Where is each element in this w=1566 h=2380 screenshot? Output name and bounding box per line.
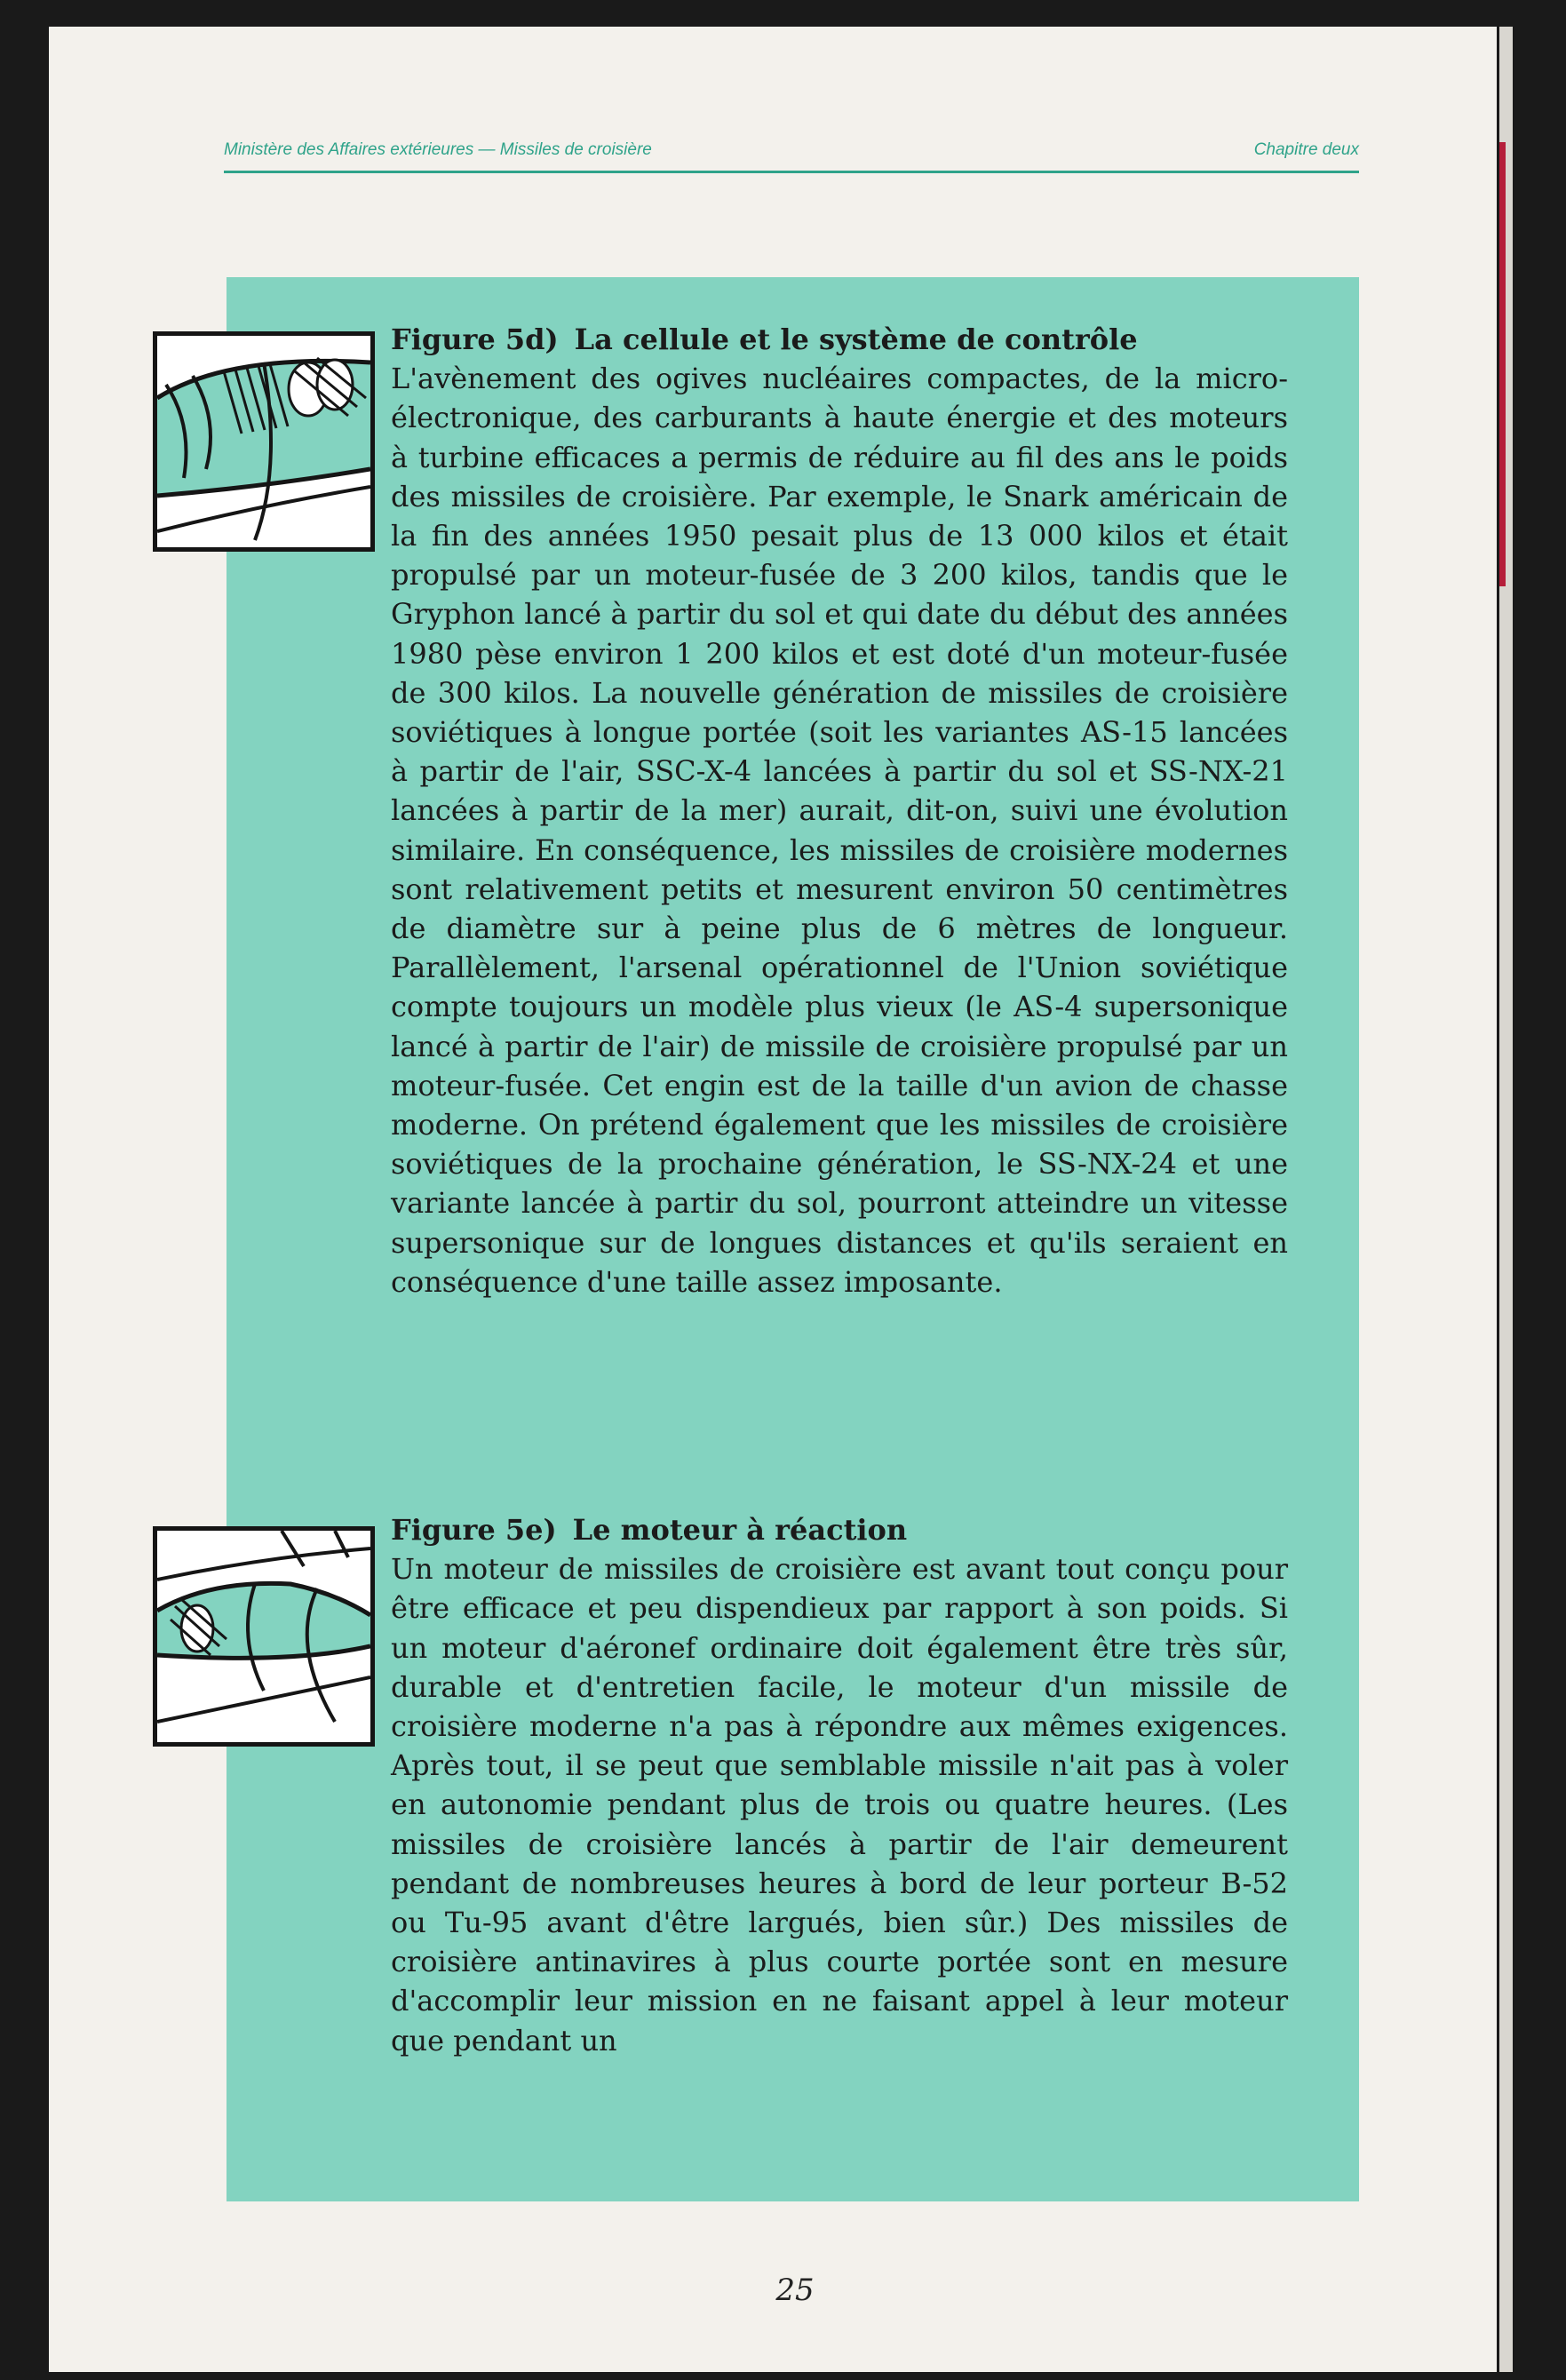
header-chapter: Chapitre deux <box>1253 140 1359 159</box>
jet-engine-cutaway-icon <box>153 1526 375 1747</box>
figure-5e-label: Figure 5e) <box>391 1513 557 1547</box>
bookmark-strip <box>1499 142 1506 586</box>
figure-5e-heading <box>391 1510 1288 1549</box>
figure-5d-section <box>391 320 1288 1301</box>
page-number: 25 <box>775 2273 815 2308</box>
figure-5d-heading <box>391 320 1288 359</box>
figure-5e-title: Le moteur à réaction <box>572 1513 908 1547</box>
figure-5d-body: L'avènement des ogives nucléaires compactes, de la micro-électronique, des carburants à haute énergie et des moteurs à turbine efficaces a permis de réduire au fil des ans le poids des missiles de croisière. Par exemple, le Snark américain de la fin des années 1950 pesait plus de 13 000 kilos et était propulsé par un moteur-fusée de 3 200 kilos, tandis que le Gryphon lancé à partir du sol et qui date du début des années 1980 pèse environ 1 200 kilos et est doté d'un moteur-fusée de 300 kilos. La nouvelle génération de missiles de croisière soviétiques à longue portée (soit les variantes AS-15 lancées à partir de l'air, SSC-X-4 lancées à partir du sol et SS-NX-21 lancées à partir de la mer) aurait, dit-on, suivi une évolution similaire. En conséquence, les missiles de croisière modernes sont relativement petits et mesurent environ 50 centimètres de diamètre sur à peine plus de 6 mètres de longueur. Parallèlement, l'arsenal opérationnel de l'Union soviétique compte toujours un modèle plus vieux (le AS-4 supersonique lancé à partir de l'air) de missile de croisière propulsé par un moteur-fusée. Cet engin est de la taille d'un avion de chasse moderne. On prétend également que les missiles de croisière soviétiques de la prochaine génération, le SS-NX-24 et une variante lancée à partir du sol, pourront atteindre un vitesse supersonique sur de longues distances et qu'ils seraient en conséquence d'une taille assez imposante. <box>391 362 1288 1299</box>
figure-5d-label: Figure 5d) <box>391 322 559 356</box>
running-header <box>224 140 1359 172</box>
figure-5e-section <box>391 1510 1288 2060</box>
missile-airframe-cutaway-icon <box>153 331 375 552</box>
figure-5d-title: La cellule et le système de contrôle <box>574 322 1138 356</box>
header-rule <box>224 171 1359 173</box>
header-publication: Ministère des Affaires extérieures — Missiles de croisière <box>224 140 652 159</box>
figure-5e-body: Un moteur de missiles de croisière est avant tout conçu pour être efficace et peu dispendieux par rapport à son poids. Si un moteur d'aéronef ordinaire doit également être très sûr, durable et d'entretien facile, le moteur d'un missile de croisière moderne n'a pas à répondre aux mêmes exigences. Après tout, il se peut que semblable missile n'ait pas à voler en autonomie pendant plus de trois ou quatre heures. (Les missiles de croisière lancés à partir de l'air demeurent pendant de nombreuses heures à bord de leur porteur B-52 ou Tu-95 avant d'être largués, bien sûr.) Des missiles de croisière antinavires à plus courte portée sont en mesure d'accomplir leur mission en ne faisant appel à leur moteur que pendant un <box>391 1552 1288 2058</box>
